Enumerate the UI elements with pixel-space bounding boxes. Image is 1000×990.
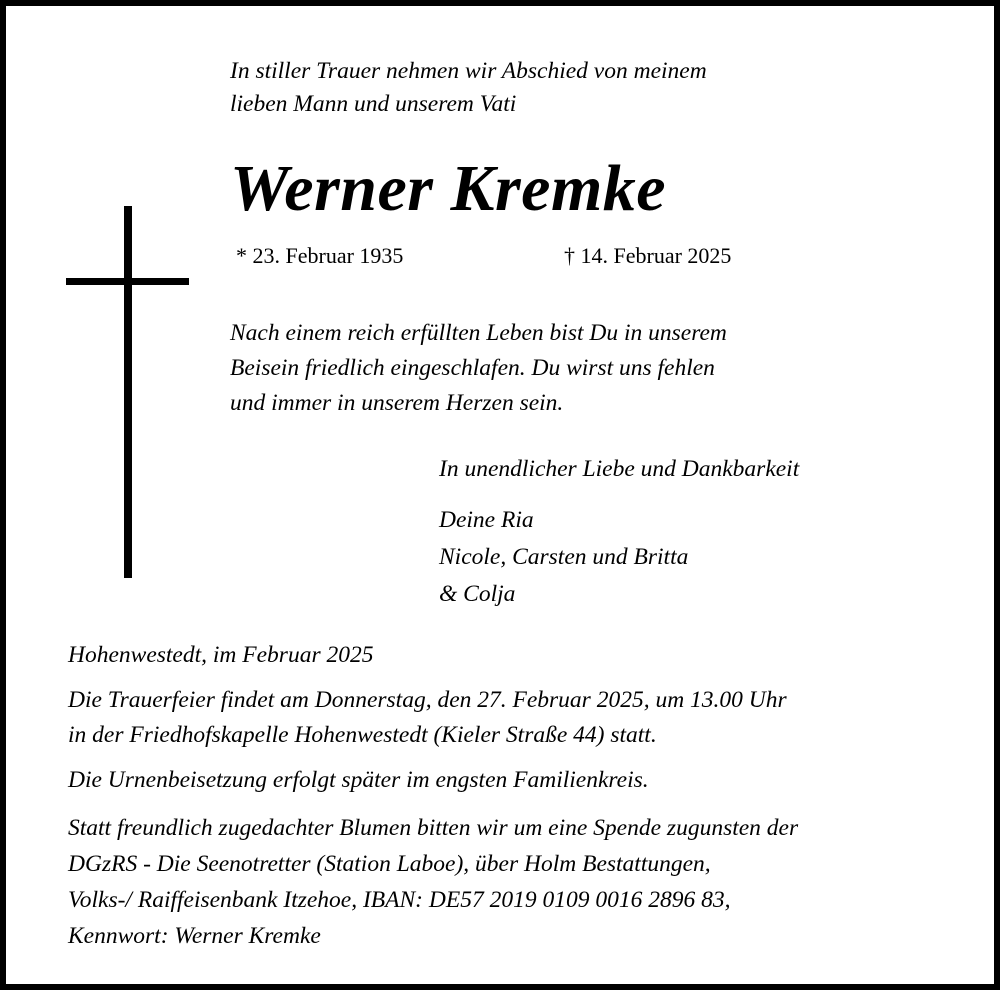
- intro-text: [230, 55, 707, 121]
- cross-horizontal-bar: [66, 278, 189, 285]
- message-line-2: Beisein friedlich eingeschlafen. Du wirst uns fehlen: [230, 355, 715, 381]
- donation-line-3: Volks-/ Raiffeisenbank Itzehoe, IBAN: DE57 2019 0109 0016 2896 83,: [68, 887, 731, 913]
- donation-line-4: Kennwort: Werner Kremke: [68, 923, 321, 949]
- signers-list: [439, 502, 688, 613]
- signer: Deine Ria: [439, 507, 534, 533]
- signer: & Colja: [439, 581, 516, 607]
- donation-line-2: DGzRS - Die Seenotretter (Station Laboe), über Holm Bestattungen,: [68, 851, 711, 877]
- farewell-message: [230, 316, 727, 421]
- ceremony-line-1: Die Trauerfeier findet am Donnerstag, den 27. Februar 2025, um 13.00 Uhr: [68, 687, 787, 713]
- death-date: † 14. Februar 2025: [564, 243, 732, 268]
- message-line-3: und immer in unserem Herzen sein.: [230, 390, 564, 416]
- deceased-name: Werner Kremke: [230, 152, 667, 225]
- birth-date: * 23. Februar 1935: [236, 243, 404, 268]
- ceremony-line-2: in der Friedhofskapelle Hohenwestedt (Kieler Straße 44) statt.: [68, 722, 657, 748]
- ceremony-info: [68, 683, 787, 753]
- cross-vertical-bar: [124, 206, 132, 578]
- donation-info: [68, 810, 798, 954]
- intro-line-1: In stiller Trauer nehmen wir Abschied von meinem: [230, 58, 707, 84]
- donation-line-1: Statt freundlich zugedachter Blumen bitten wir um eine Spende zugunsten der: [68, 815, 799, 841]
- intro-line-2: lieben Mann und unserem Vati: [230, 91, 517, 117]
- closing-line: In unendlicher Liebe und Dankbarkeit: [439, 456, 800, 482]
- burial-info: Die Urnenbeisetzung erfolgt später im engsten Familienkreis.: [68, 767, 649, 793]
- message-line-1: Nach einem reich erfüllten Leben bist Du in unserem: [230, 320, 727, 346]
- place-date: Hohenwestedt, im Februar 2025: [68, 642, 374, 668]
- signer: Nicole, Carsten und Britta: [439, 544, 689, 570]
